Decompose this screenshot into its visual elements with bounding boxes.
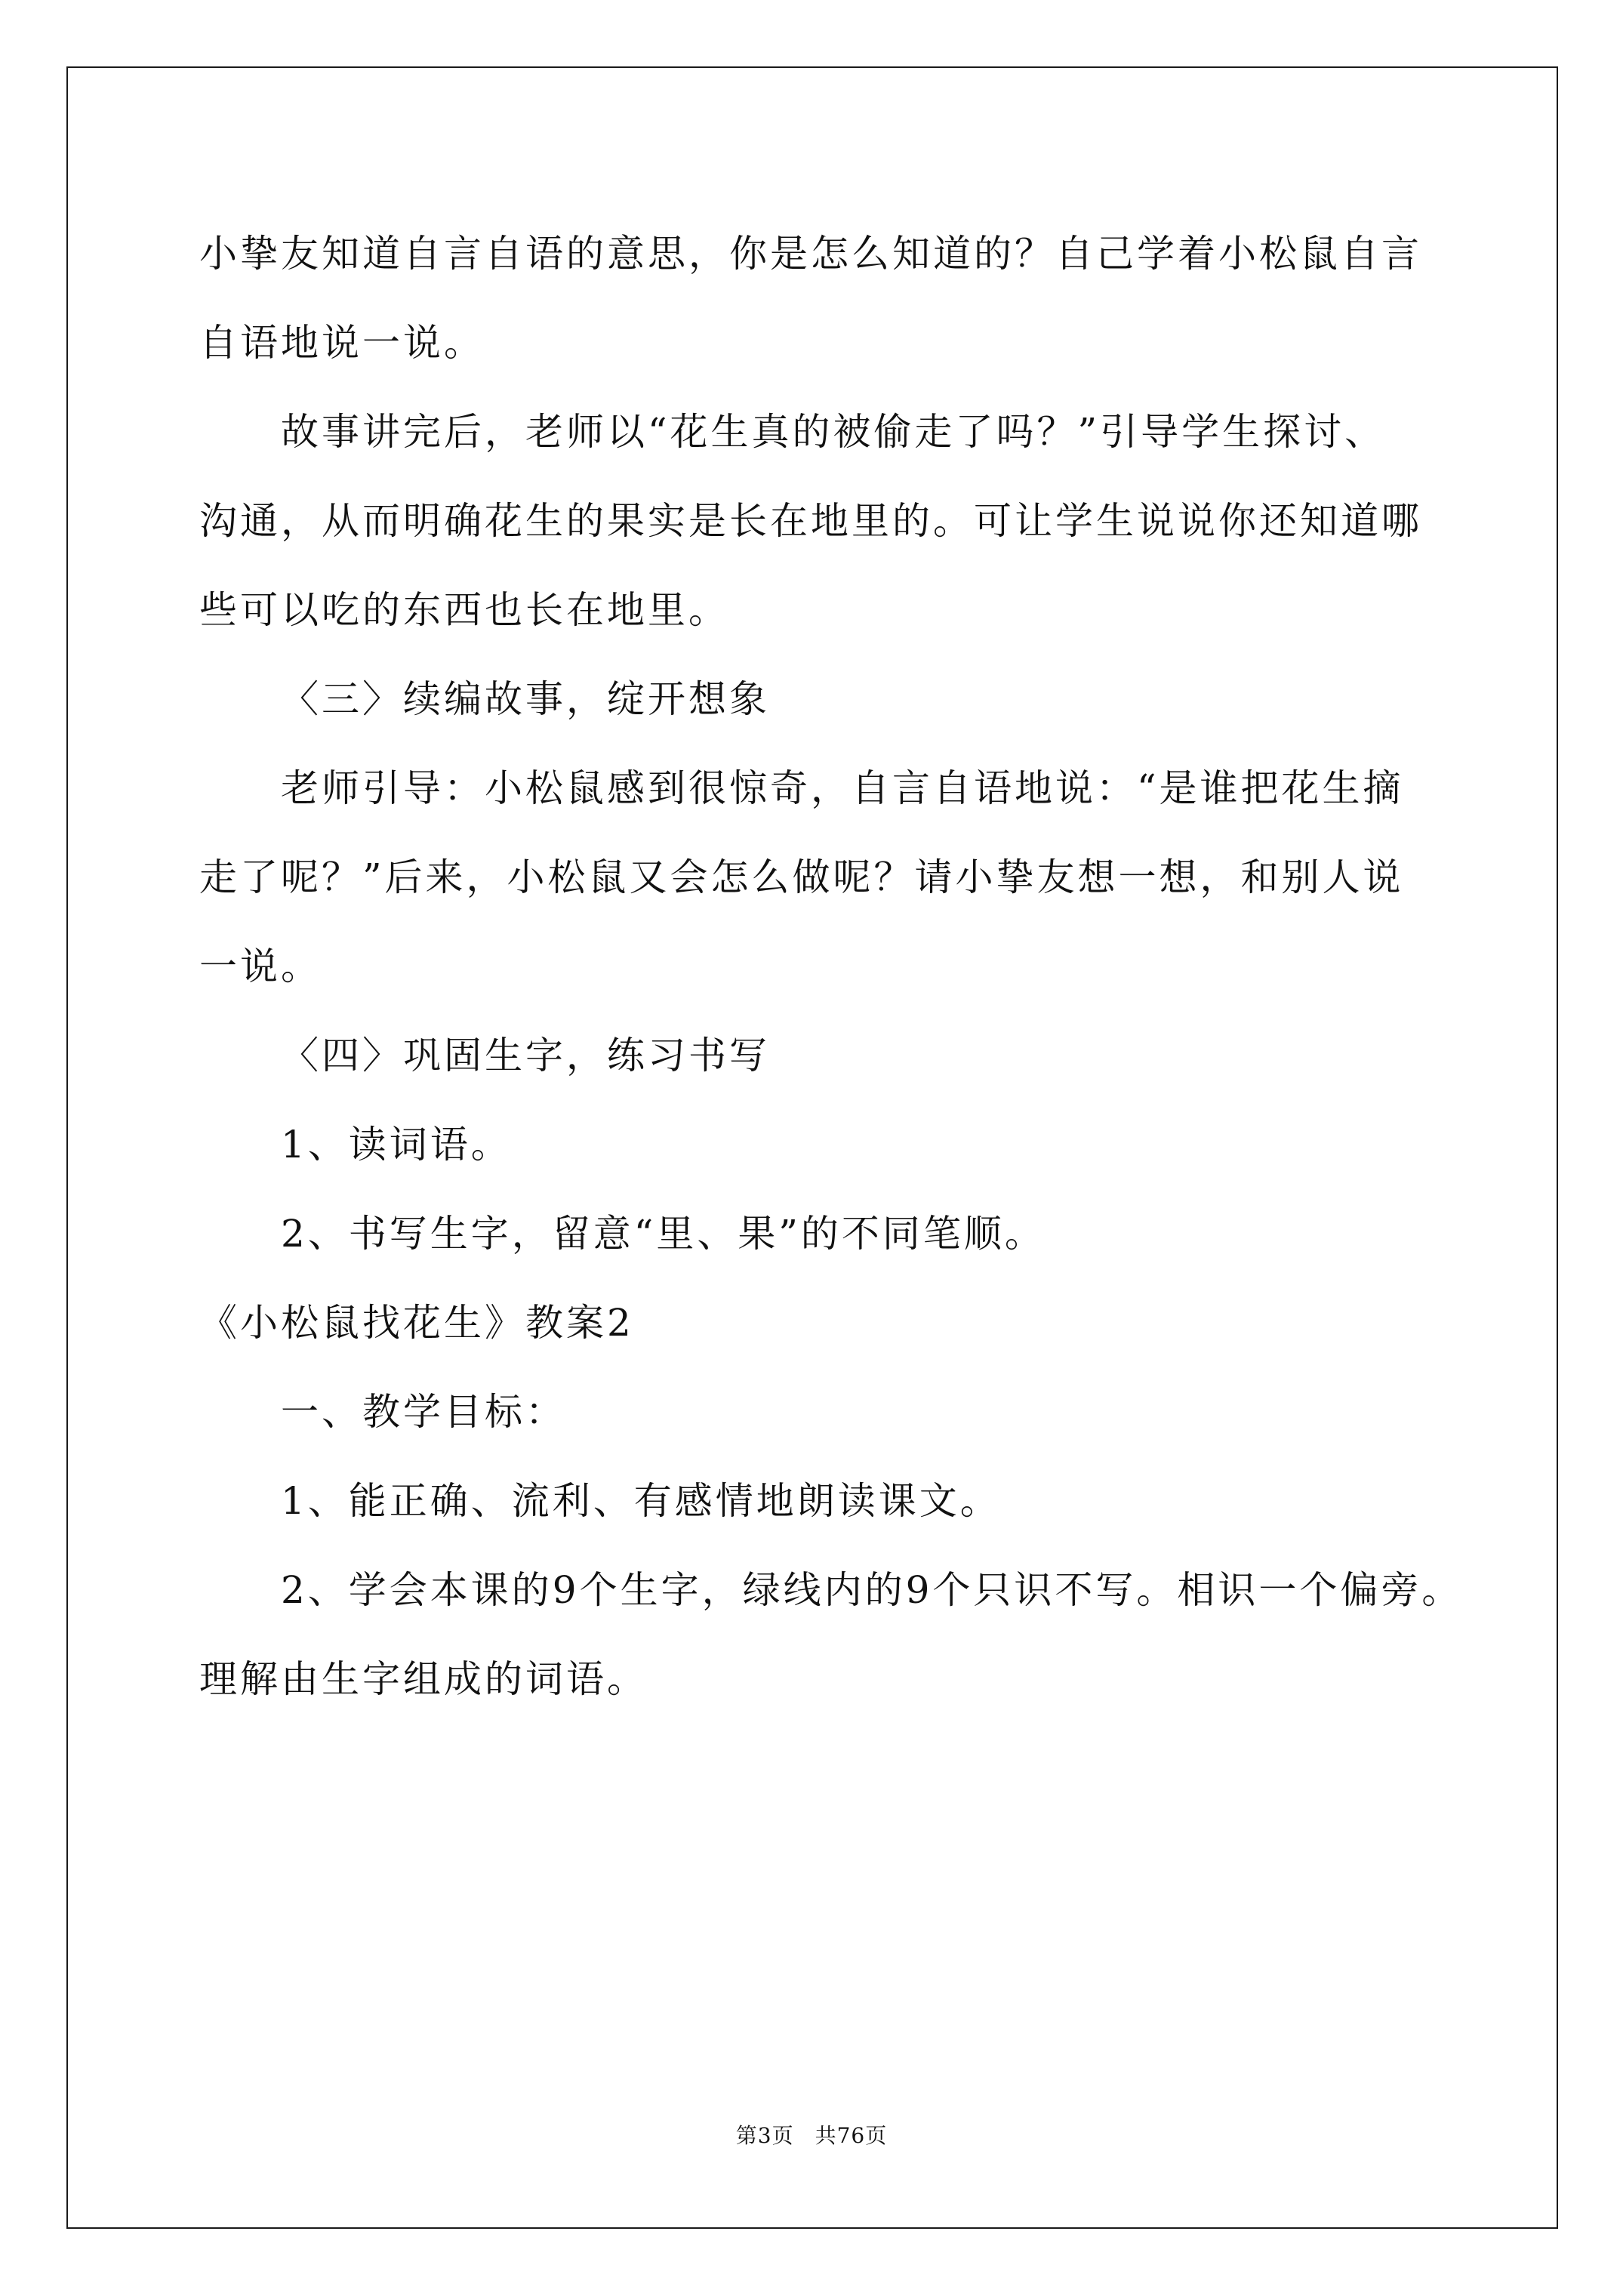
- document-title: 《小松鼠找花生》教案2: [199, 1301, 634, 1345]
- section-heading: 〈三〉续编故事，绽开想象: [281, 677, 770, 721]
- paragraph-line: 沟通，从而明确花生的果实是长在地里的。可让学生说说你还知道哪: [199, 499, 1422, 543]
- paragraph-line: 一说。: [199, 945, 322, 988]
- list-item: 2、书写生字，留意“里、果”的不同笔顺。: [281, 1212, 1046, 1256]
- paragraph-line: 老师引导：小松鼠感到很惊奇，自言自语地说：“是谁把花生摘: [281, 766, 1404, 810]
- section-heading: 一、教学目标：: [281, 1390, 566, 1434]
- page-total: 共76页: [815, 2123, 888, 2148]
- list-item: 1、读词语。: [281, 1123, 512, 1166]
- page-footer: [0, 2123, 1623, 2149]
- paragraph-line: 走了呢？”后来，小松鼠又会怎么做呢？请小挚友想一想，和别人说: [199, 855, 1404, 899]
- paragraph-line: 些可以吃的东西也长在地里。: [199, 588, 729, 632]
- list-item: 1、能正确、流利、有感情地朗读课文。: [281, 1479, 1001, 1523]
- paragraph-line: 故事讲完后，老师以“花生真的被偷走了吗？”引导学生探讨、: [281, 410, 1386, 454]
- paragraph-line: 小挚友知道自言自语的意思，你是怎么知道的？自己学着小松鼠自言: [199, 232, 1422, 276]
- section-heading: 〈四〉巩固生字，练习书写: [281, 1034, 770, 1077]
- paragraph-line: 自语地说一说。: [199, 321, 485, 365]
- page-number: 第3页: [735, 2123, 794, 2148]
- list-item: 2、学会本课的9个生字，绿线内的9个只识不写。相识一个偏旁。: [281, 1568, 1463, 1612]
- paragraph-line: 理解由生字组成的词语。: [199, 1657, 648, 1701]
